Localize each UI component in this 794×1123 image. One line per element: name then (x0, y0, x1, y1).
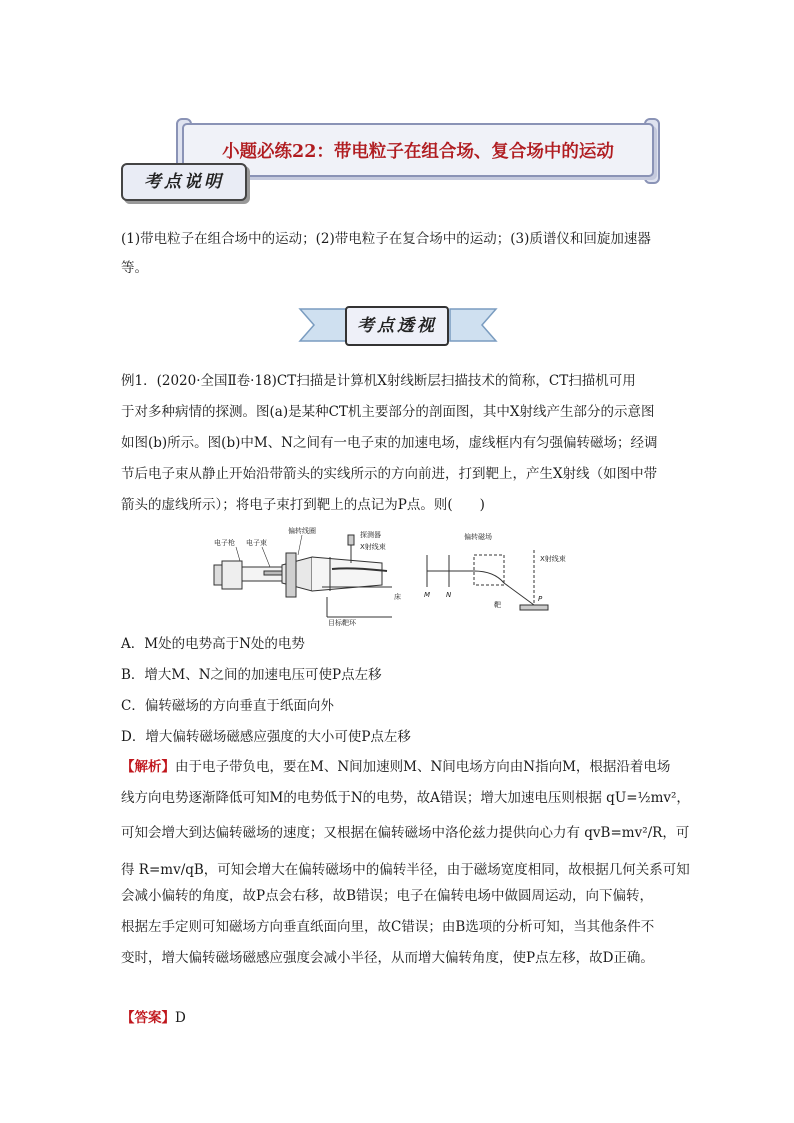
label-N: N (446, 591, 452, 599)
section-badge-explain (121, 163, 247, 201)
example-line-4: 节后电子束从静止开始沿带箭头的实线所示的方向前进，打到靶上，产生X射线（如图中带 (121, 466, 658, 482)
label-target-b: 靶 (494, 601, 501, 609)
label-field-b: 偏转磁场 (464, 533, 492, 541)
label-M: M (424, 591, 431, 599)
label-xray-b: X射线束 (540, 555, 566, 563)
analysis-line-4: 得 R=mv/qB，可知会增大在偏转磁场中的偏转半径，由于磁场宽度相同，故根据几何关系可知 (121, 862, 690, 878)
title-banner (182, 123, 654, 177)
analysis-line-6: 根据左手定则可知磁场方向垂直纸面向里，故C错误；由B选项的分析可知，当其他条件不 (121, 919, 655, 935)
analysis-line-2: 线方向电势逐渐降低可知M的电势低于N的电势，故A错误；增大加速电压则根据 qU=½mv²， (121, 790, 690, 806)
page-title: 小题必练22：带电粒子在组合场、复合场中的运动 (222, 142, 614, 162)
option-a: A．M处的电势高于N处的电势 (121, 636, 305, 652)
label-bed: 床 (394, 593, 401, 601)
section-badge-insight (345, 306, 449, 346)
option-d: D．增大偏转磁场磁感应强度的大小可使P点左移 (121, 729, 411, 745)
analysis-line-7: 变时，增大偏转磁场磁感应强度会减小半径，从而增大偏转角度，使P点左移，故D正确。 (121, 950, 654, 966)
label-target-ring: 目标靶环 (328, 619, 356, 627)
example-line-2: 于对多种病情的探测。图(a)是某种CT机主要部分的剖面图，其中X射线产生部分的示意图 (121, 404, 655, 420)
analysis-line-3: 可知会增大到达偏转磁场的速度；又根据在偏转磁场中洛伦兹力提供向心力有 qvB=mv²/R，可 (121, 825, 690, 841)
badge-explain-text: 考点说明 (144, 172, 224, 192)
option-b: B．增大M、N之间的加速电压可使P点左移 (121, 667, 382, 683)
option-c: C．偏转磁场的方向垂直于纸面向外 (121, 698, 334, 714)
figure-b (427, 549, 548, 610)
answer-value: D (175, 1010, 186, 1026)
label-electron-beam: 电子束 (246, 539, 267, 547)
ct-scanner-figure (212, 527, 582, 627)
analysis-tag: 【解析】 (121, 759, 175, 775)
answer-line (121, 1003, 186, 1034)
analysis-text-1: 由于电子带负电，要在M、N间加速则M、N间电场方向由N指向M，根据沿着电场 (175, 759, 671, 775)
label-xray-a: X射线束 (360, 543, 386, 551)
label-detector: 探测器 (360, 531, 381, 539)
answer-tag: 【答案】 (121, 1010, 175, 1026)
analysis-line-1 (121, 752, 670, 783)
example-line-5: 箭头的虚线所示）；将电子束打到靶上的点记为P点。则( ) (121, 497, 485, 513)
intro-line-2: 等。 (121, 260, 148, 276)
intro-line-1: (1)带电粒子在组合场中的运动；(2)带电粒子在复合场中的运动；(3)质谱仪和回旋加速器 (121, 231, 651, 247)
label-deflect-coil: 偏转线圈 (288, 527, 316, 535)
analysis-line-5: 会减小偏转的角度，故P点会右移，故B错误；电子在偏转电场中做圆周运动，向下偏转， (121, 888, 654, 904)
badge-insight-text: 考点透视 (357, 316, 437, 336)
label-electron-gun: 电子枪 (214, 539, 235, 547)
label-P: P (538, 595, 543, 603)
example-line-1: 例1．(2020·全国Ⅱ卷·18)CT扫描是计算机X射线断层扫描技术的简称，CT扫描机可用 (121, 373, 636, 389)
example-line-3: 如图(b)所示。图(b)中M、N之间有一电子束的加速电场，虚线框内有匀强偏转磁场；经调 (121, 435, 658, 451)
